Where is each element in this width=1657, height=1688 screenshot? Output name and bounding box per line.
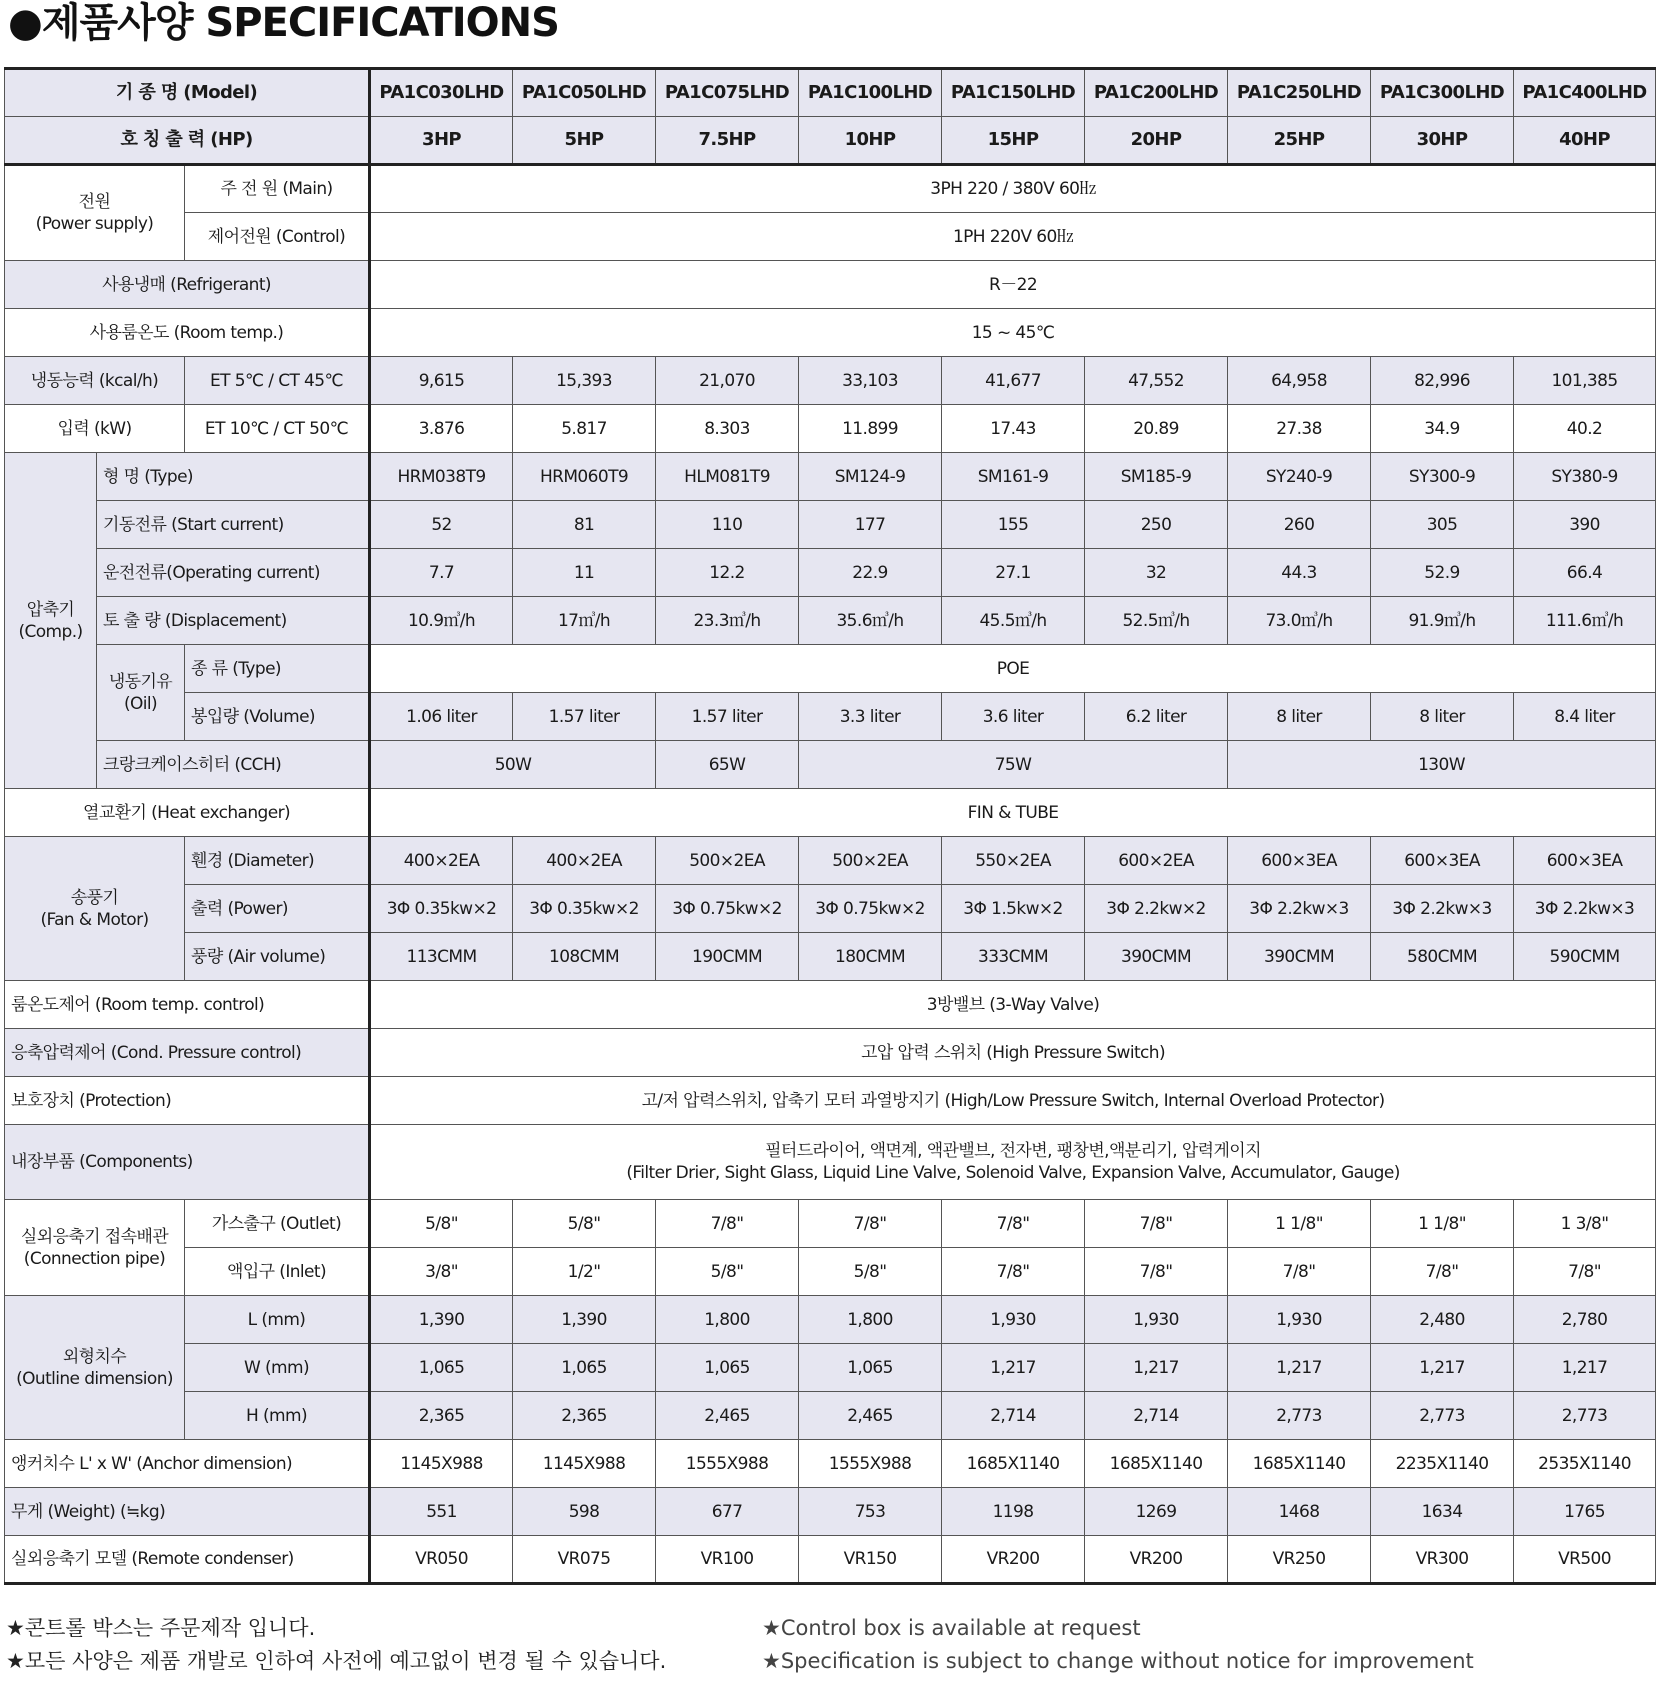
- comp-type-cell: HRM060T9: [513, 453, 656, 501]
- fan-diameter-cell: 600×3EA: [1514, 837, 1656, 885]
- refrigerant-value: R－22: [370, 261, 1656, 309]
- inlet-cell: 5/8": [656, 1248, 799, 1296]
- hp-cell: 10HP: [799, 117, 942, 165]
- oil-label-en: (Oil): [123, 693, 158, 714]
- hp-cell: 25HP: [1228, 117, 1371, 165]
- protection-value: 고/저 압력스위치, 압축기 모터 과열방지기 (High/Low Pressure Switch, Internal Overload Protector): [370, 1077, 1656, 1125]
- dimension-h-cell: 2,365: [513, 1392, 656, 1440]
- capacity-cell: 33,103: [799, 357, 942, 405]
- weight-cell: 753: [799, 1488, 942, 1536]
- power-supply-label-ko: 전원: [78, 192, 111, 212]
- input-cell: 17.43: [942, 405, 1085, 453]
- cch-row: [5, 741, 1656, 789]
- oil-volume-cell: 1.57 liter: [513, 693, 656, 741]
- fan-air-volume-cell: 580CMM: [1371, 933, 1514, 981]
- fan-diameter-cell: 500×2EA: [799, 837, 942, 885]
- dimension-w-cell: 1,217: [1371, 1344, 1514, 1392]
- outlet-cell: 1 1/8": [1228, 1200, 1371, 1248]
- weight-label: 무게 (Weight) (≒kg): [5, 1488, 370, 1536]
- operating-current-cell: 7.7: [370, 549, 513, 597]
- capacity-cell: 101,385: [1514, 357, 1656, 405]
- comp-type-cell: SM124-9: [799, 453, 942, 501]
- hp-cell: 15HP: [942, 117, 1085, 165]
- remote-condenser-label: 실외응축기 모델 (Remote condenser): [5, 1536, 370, 1584]
- dimension-l-label: L (mm): [185, 1296, 370, 1344]
- anchor-cell: 1145X988: [370, 1440, 513, 1488]
- displacement-cell: 17㎥/h: [513, 597, 656, 645]
- comp-type-cell: SY300-9: [1371, 453, 1514, 501]
- protection-row: [5, 1077, 1656, 1125]
- page-title: ●제품사양 SPECIFICATIONS: [8, 0, 559, 46]
- dimension-w-cell: 1,217: [1514, 1344, 1656, 1392]
- dimension-l-cell: 1,390: [370, 1296, 513, 1344]
- operating-current-label: 운전전류(Operating current): [97, 549, 370, 597]
- cch-cell: 130W: [1228, 741, 1656, 789]
- operating-current-cell: 27.1: [942, 549, 1085, 597]
- operating-current-cell: 32: [1085, 549, 1228, 597]
- fan-air-volume-row: [5, 933, 1656, 981]
- weight-cell: 1269: [1085, 1488, 1228, 1536]
- oil-label-ko: 냉동기유: [108, 671, 173, 692]
- weight-cell: 677: [656, 1488, 799, 1536]
- input-cell: 34.9: [1371, 405, 1514, 453]
- oil-volume-cell: 8 liter: [1228, 693, 1371, 741]
- fan-air-volume-cell: 180CMM: [799, 933, 942, 981]
- dimension-label-en: (Outline dimension): [16, 1368, 173, 1389]
- oil-volume-cell: 8.4 liter: [1514, 693, 1656, 741]
- components-value: [370, 1125, 1656, 1200]
- room-temp-control-value: 3방밸브 (3-Way Valve): [370, 981, 1656, 1029]
- compressor-label: [5, 453, 97, 789]
- dimension-w-row: [5, 1344, 1656, 1392]
- cch-cell: 65W: [656, 741, 799, 789]
- weight-cell: 598: [513, 1488, 656, 1536]
- oil-volume-cell: 3.3 liter: [799, 693, 942, 741]
- comp-type-cell: SM161-9: [942, 453, 1085, 501]
- room-temp-control-label: 룸온도제어 (Room temp. control): [5, 981, 370, 1029]
- fan-air-volume-cell: 333CMM: [942, 933, 1085, 981]
- start-current-cell: 155: [942, 501, 1085, 549]
- dimension-label-ko: 외형치수: [62, 1346, 127, 1367]
- comp-displacement-row: [5, 597, 1656, 645]
- cond-pressure-row: [5, 1029, 1656, 1077]
- note-en-1: ★Control box is available at request: [762, 1616, 1141, 1640]
- displacement-cell: 91.9㎥/h: [1371, 597, 1514, 645]
- anchor-cell: 2235X1140: [1371, 1440, 1514, 1488]
- start-current-cell: 110: [656, 501, 799, 549]
- outlet-cell: 7/8": [942, 1200, 1085, 1248]
- fan-power-cell: 3Φ 2.2kw×2: [1085, 885, 1228, 933]
- hp-row: [5, 117, 1656, 165]
- fan-air-volume-cell: 108CMM: [513, 933, 656, 981]
- fan-power-cell: 3Φ 0.75kw×2: [799, 885, 942, 933]
- weight-cell: 1468: [1228, 1488, 1371, 1536]
- operating-current-cell: 52.9: [1371, 549, 1514, 597]
- dimension-h-cell: 2,773: [1228, 1392, 1371, 1440]
- inlet-cell: 7/8": [1514, 1248, 1656, 1296]
- start-current-cell: 390: [1514, 501, 1656, 549]
- dimension-w-cell: 1,065: [799, 1344, 942, 1392]
- fan-diameter-cell: 600×3EA: [1228, 837, 1371, 885]
- outlet-label: 가스출구 (Outlet): [185, 1200, 370, 1248]
- dimension-l-cell: 2,480: [1371, 1296, 1514, 1344]
- capacity-cell: 82,996: [1371, 357, 1514, 405]
- dimension-w-cell: 1,217: [1228, 1344, 1371, 1392]
- model-cell: PA1C030LHD: [370, 69, 513, 117]
- dimension-label: [5, 1296, 185, 1440]
- heat-exchanger-row: [5, 789, 1656, 837]
- start-current-cell: 250: [1085, 501, 1228, 549]
- hp-cell: 20HP: [1085, 117, 1228, 165]
- inlet-row: [5, 1248, 1656, 1296]
- dimension-l-cell: 2,780: [1514, 1296, 1656, 1344]
- weight-cell: 1765: [1514, 1488, 1656, 1536]
- compressor-label-en: (Comp.): [18, 621, 83, 642]
- anchor-cell: 1145X988: [513, 1440, 656, 1488]
- dimension-h-cell: 2,773: [1514, 1392, 1656, 1440]
- fan-diameter-label: 휀경 (Diameter): [185, 837, 370, 885]
- dimension-w-cell: 1,065: [656, 1344, 799, 1392]
- capacity-cell: 21,070: [656, 357, 799, 405]
- anchor-cell: 2535X1140: [1514, 1440, 1656, 1488]
- remote-condenser-row: [5, 1536, 1656, 1584]
- outlet-cell: 5/8": [513, 1200, 656, 1248]
- input-cell: 27.38: [1228, 405, 1371, 453]
- input-condition: ET 10℃ / CT 50℃: [185, 405, 370, 453]
- fan-diameter-cell: 600×3EA: [1371, 837, 1514, 885]
- displacement-cell: 73.0㎥/h: [1228, 597, 1371, 645]
- fan-power-row: [5, 885, 1656, 933]
- remote-condenser-cell: VR500: [1514, 1536, 1656, 1584]
- inlet-cell: 7/8": [1228, 1248, 1371, 1296]
- fan-diameter-row: [5, 837, 1656, 885]
- capacity-cell: 15,393: [513, 357, 656, 405]
- model-row: [5, 69, 1656, 117]
- displacement-cell: 45.5㎥/h: [942, 597, 1085, 645]
- anchor-cell: 1685X1140: [1228, 1440, 1371, 1488]
- inlet-cell: 3/8": [370, 1248, 513, 1296]
- comp-type-label: 형 명 (Type): [97, 453, 370, 501]
- input-label: 입력 (kW): [5, 405, 185, 453]
- dimension-w-cell: 1,065: [513, 1344, 656, 1392]
- outlet-cell: 1 1/8": [1371, 1200, 1514, 1248]
- remote-condenser-cell: VR150: [799, 1536, 942, 1584]
- inlet-cell: 1/2": [513, 1248, 656, 1296]
- capacity-cell: 47,552: [1085, 357, 1228, 405]
- dimension-w-cell: 1,217: [942, 1344, 1085, 1392]
- dimension-w-label: W (mm): [185, 1344, 370, 1392]
- dimension-h-cell: 2,465: [656, 1392, 799, 1440]
- displacement-cell: 35.6㎥/h: [799, 597, 942, 645]
- cch-label: 크랑크케이스히터 (CCH): [97, 741, 370, 789]
- comp-type-cell: HRM038T9: [370, 453, 513, 501]
- oil-volume-cell: 6.2 liter: [1085, 693, 1228, 741]
- fan-power-cell: 3Φ 1.5kw×2: [942, 885, 1085, 933]
- operating-current-cell: 44.3: [1228, 549, 1371, 597]
- displacement-label: 토 출 량 (Displacement): [97, 597, 370, 645]
- fan-diameter-cell: 400×2EA: [513, 837, 656, 885]
- displacement-cell: 10.9㎥/h: [370, 597, 513, 645]
- power-supply-label-en: (Power supply): [35, 214, 154, 234]
- capacity-cell: 9,615: [370, 357, 513, 405]
- dimension-h-row: [5, 1392, 1656, 1440]
- fan-label-en: (Fan & Motor): [40, 909, 149, 930]
- hp-label: 호 칭 출 력 (HP): [5, 117, 370, 165]
- anchor-label: 앵커치수 L' x W' (Anchor dimension): [5, 1440, 370, 1488]
- oil-volume-cell: 8 liter: [1371, 693, 1514, 741]
- room-temp-value: 15 ~ 45℃: [370, 309, 1656, 357]
- fan-air-volume-label: 풍량 (Air volume): [185, 933, 370, 981]
- room-temp-row: [5, 309, 1656, 357]
- dimension-l-cell: 1,390: [513, 1296, 656, 1344]
- cond-pressure-label: 응축압력제어 (Cond. Pressure control): [5, 1029, 370, 1077]
- input-row: [5, 405, 1656, 453]
- model-cell: PA1C050LHD: [513, 69, 656, 117]
- comp-start-current-row: [5, 501, 1656, 549]
- dimension-w-cell: 1,217: [1085, 1344, 1228, 1392]
- refrigerant-label: 사용냉매 (Refrigerant): [5, 261, 370, 309]
- oil-type-label: 종 류 (Type): [185, 645, 370, 693]
- fan-label: [5, 837, 185, 981]
- weight-cell: 551: [370, 1488, 513, 1536]
- outlet-cell: 1 3/8": [1514, 1200, 1656, 1248]
- connection-label: [5, 1200, 185, 1296]
- input-cell: 8.303: [656, 405, 799, 453]
- remote-condenser-cell: VR075: [513, 1536, 656, 1584]
- start-current-cell: 52: [370, 501, 513, 549]
- input-cell: 40.2: [1514, 405, 1656, 453]
- fan-diameter-cell: 550×2EA: [942, 837, 1085, 885]
- fan-power-cell: 3Φ 0.35kw×2: [370, 885, 513, 933]
- fan-power-cell: 3Φ 0.35kw×2: [513, 885, 656, 933]
- capacity-condition: ET 5℃ / CT 45℃: [185, 357, 370, 405]
- remote-condenser-cell: VR200: [942, 1536, 1085, 1584]
- anchor-cell: 1555X988: [656, 1440, 799, 1488]
- oil-volume-label: 봉입량 (Volume): [185, 693, 370, 741]
- components-value-ko: 필터드라이어, 액면계, 액관밸브, 전자변, 팽창변,액분리기, 압력게이지: [765, 1141, 1261, 1161]
- dimension-l-cell: 1,930: [1228, 1296, 1371, 1344]
- fan-air-volume-cell: 390CMM: [1085, 933, 1228, 981]
- capacity-label: 냉동능력 (kcal/h): [5, 357, 185, 405]
- components-row: [5, 1125, 1656, 1200]
- hp-cell: 3HP: [370, 117, 513, 165]
- model-label: 기 종 명 (Model): [5, 69, 370, 117]
- operating-current-cell: 22.9: [799, 549, 942, 597]
- outlet-cell: 5/8": [370, 1200, 513, 1248]
- hp-cell: 30HP: [1371, 117, 1514, 165]
- power-control-label: 제어전원 (Control): [185, 213, 370, 261]
- notes-english: [762, 1612, 1474, 1678]
- input-cell: 20.89: [1085, 405, 1228, 453]
- remote-condenser-cell: VR200: [1085, 1536, 1228, 1584]
- dimension-h-cell: 2,714: [942, 1392, 1085, 1440]
- fan-air-volume-cell: 590CMM: [1514, 933, 1656, 981]
- refrigerant-row: [5, 261, 1656, 309]
- remote-condenser-cell: VR100: [656, 1536, 799, 1584]
- inlet-label: 액입구 (Inlet): [185, 1248, 370, 1296]
- cch-cell: 50W: [370, 741, 656, 789]
- dimension-h-cell: 2,773: [1371, 1392, 1514, 1440]
- room-temp-label: 사용룸온도 (Room temp.): [5, 309, 370, 357]
- comp-type-row: [5, 453, 1656, 501]
- comp-operating-current-row: [5, 549, 1656, 597]
- model-cell: PA1C075LHD: [656, 69, 799, 117]
- fan-diameter-cell: 400×2EA: [370, 837, 513, 885]
- operating-current-cell: 66.4: [1514, 549, 1656, 597]
- weight-cell: 1634: [1371, 1488, 1514, 1536]
- power-main-row: [5, 165, 1656, 213]
- power-supply-label: [5, 165, 185, 261]
- inlet-cell: 5/8": [799, 1248, 942, 1296]
- compressor-label-ko: 압축기: [26, 599, 75, 620]
- dimension-h-label: H (mm): [185, 1392, 370, 1440]
- oil-volume-cell: 3.6 liter: [942, 693, 1085, 741]
- comp-type-cell: SM185-9: [1085, 453, 1228, 501]
- note-ko-2: ★모든 사양은 제품 개발로 인하여 사전에 예고없이 변경 될 수 있습니다.: [6, 1649, 667, 1673]
- heat-exchanger-value: FIN & TUBE: [370, 789, 1656, 837]
- dimension-h-cell: 2,365: [370, 1392, 513, 1440]
- dimension-l-cell: 1,930: [942, 1296, 1085, 1344]
- hp-cell: 5HP: [513, 117, 656, 165]
- weight-cell: 1198: [942, 1488, 1085, 1536]
- capacity-row: [5, 357, 1656, 405]
- start-current-cell: 305: [1371, 501, 1514, 549]
- fan-air-volume-cell: 390CMM: [1228, 933, 1371, 981]
- input-cell: 11.899: [799, 405, 942, 453]
- start-current-cell: 260: [1228, 501, 1371, 549]
- fan-power-cell: 3Φ 2.2kw×3: [1514, 885, 1656, 933]
- dimension-l-row: [5, 1296, 1656, 1344]
- heat-exchanger-label: 열교환기 (Heat exchanger): [5, 789, 370, 837]
- power-main-value: 3PH 220 / 380V 60㎐: [370, 165, 1656, 213]
- dimension-h-cell: 2,465: [799, 1392, 942, 1440]
- displacement-cell: 23.3㎥/h: [656, 597, 799, 645]
- note-ko-1: ★콘트롤 박스는 주문제작 입니다.: [6, 1616, 316, 1640]
- note-en-2: ★Specification is subject to change without notice for improvement: [762, 1649, 1474, 1673]
- power-control-value: 1PH 220V 60㎐: [370, 213, 1656, 261]
- fan-diameter-cell: 600×2EA: [1085, 837, 1228, 885]
- fan-power-label: 출력 (Power): [185, 885, 370, 933]
- inlet-cell: 7/8": [942, 1248, 1085, 1296]
- anchor-cell: 1685X1140: [1085, 1440, 1228, 1488]
- input-cell: 5.817: [513, 405, 656, 453]
- anchor-cell: 1685X1140: [942, 1440, 1085, 1488]
- start-current-label: 기동전류 (Start current): [97, 501, 370, 549]
- oil-type-row: [5, 645, 1656, 693]
- inlet-cell: 7/8": [1371, 1248, 1514, 1296]
- power-main-label: 주 전 원 (Main): [185, 165, 370, 213]
- fan-label-ko: 송풍기: [70, 887, 119, 908]
- remote-condenser-cell: VR050: [370, 1536, 513, 1584]
- model-cell: PA1C150LHD: [942, 69, 1085, 117]
- notes-korean: [6, 1612, 666, 1678]
- fan-air-volume-cell: 113CMM: [370, 933, 513, 981]
- start-current-cell: 81: [513, 501, 656, 549]
- components-value-en: (Filter Drier, Sight Glass, Liquid Line Valve, Solenoid Valve, Expansion Valve, Accumulator, Gauge): [626, 1163, 1400, 1183]
- hp-cell: 40HP: [1514, 117, 1656, 165]
- weight-row: [5, 1488, 1656, 1536]
- dimension-l-cell: 1,800: [656, 1296, 799, 1344]
- anchor-cell: 1555X988: [799, 1440, 942, 1488]
- remote-condenser-cell: VR250: [1228, 1536, 1371, 1584]
- specifications-table: [4, 67, 1656, 1585]
- operating-current-cell: 12.2: [656, 549, 799, 597]
- operating-current-cell: 11: [513, 549, 656, 597]
- displacement-cell: 52.5㎥/h: [1085, 597, 1228, 645]
- model-cell: PA1C300LHD: [1371, 69, 1514, 117]
- input-cell: 3.876: [370, 405, 513, 453]
- start-current-cell: 177: [799, 501, 942, 549]
- hp-cell: 7.5HP: [656, 117, 799, 165]
- protection-label: 보호장치 (Protection): [5, 1077, 370, 1125]
- fan-power-cell: 3Φ 2.2kw×3: [1228, 885, 1371, 933]
- fan-power-cell: 3Φ 0.75kw×2: [656, 885, 799, 933]
- room-temp-control-row: [5, 981, 1656, 1029]
- dimension-l-cell: 1,930: [1085, 1296, 1228, 1344]
- dimension-h-cell: 2,714: [1085, 1392, 1228, 1440]
- model-cell: PA1C200LHD: [1085, 69, 1228, 117]
- dimension-w-cell: 1,065: [370, 1344, 513, 1392]
- capacity-cell: 41,677: [942, 357, 1085, 405]
- model-cell: PA1C250LHD: [1228, 69, 1371, 117]
- oil-volume-row: [5, 693, 1656, 741]
- outlet-row: [5, 1200, 1656, 1248]
- model-cell: PA1C100LHD: [799, 69, 942, 117]
- connection-label-en: (Connection pipe): [23, 1248, 166, 1269]
- outlet-cell: 7/8": [1085, 1200, 1228, 1248]
- model-cell: PA1C400LHD: [1514, 69, 1656, 117]
- oil-label: [97, 645, 185, 741]
- dimension-l-cell: 1,800: [799, 1296, 942, 1344]
- oil-volume-cell: 1.57 liter: [656, 693, 799, 741]
- capacity-cell: 64,958: [1228, 357, 1371, 405]
- cch-cell: 75W: [799, 741, 1228, 789]
- components-label: 내장부품 (Components): [5, 1125, 370, 1200]
- comp-type-cell: SY380-9: [1514, 453, 1656, 501]
- oil-volume-cell: 1.06 liter: [370, 693, 513, 741]
- fan-air-volume-cell: 190CMM: [656, 933, 799, 981]
- outlet-cell: 7/8": [656, 1200, 799, 1248]
- fan-power-cell: 3Φ 2.2kw×3: [1371, 885, 1514, 933]
- comp-type-cell: SY240-9: [1228, 453, 1371, 501]
- remote-condenser-cell: VR300: [1371, 1536, 1514, 1584]
- cond-pressure-value: 고압 압력 스위치 (High Pressure Switch): [370, 1029, 1656, 1077]
- power-control-row: [5, 213, 1656, 261]
- displacement-cell: 111.6㎥/h: [1514, 597, 1656, 645]
- outlet-cell: 7/8": [799, 1200, 942, 1248]
- fan-diameter-cell: 500×2EA: [656, 837, 799, 885]
- inlet-cell: 7/8": [1085, 1248, 1228, 1296]
- anchor-row: [5, 1440, 1656, 1488]
- oil-type-value: POE: [370, 645, 1656, 693]
- comp-type-cell: HLM081T9: [656, 453, 799, 501]
- connection-label-ko: 실외응축기 접속배관: [20, 1226, 169, 1247]
